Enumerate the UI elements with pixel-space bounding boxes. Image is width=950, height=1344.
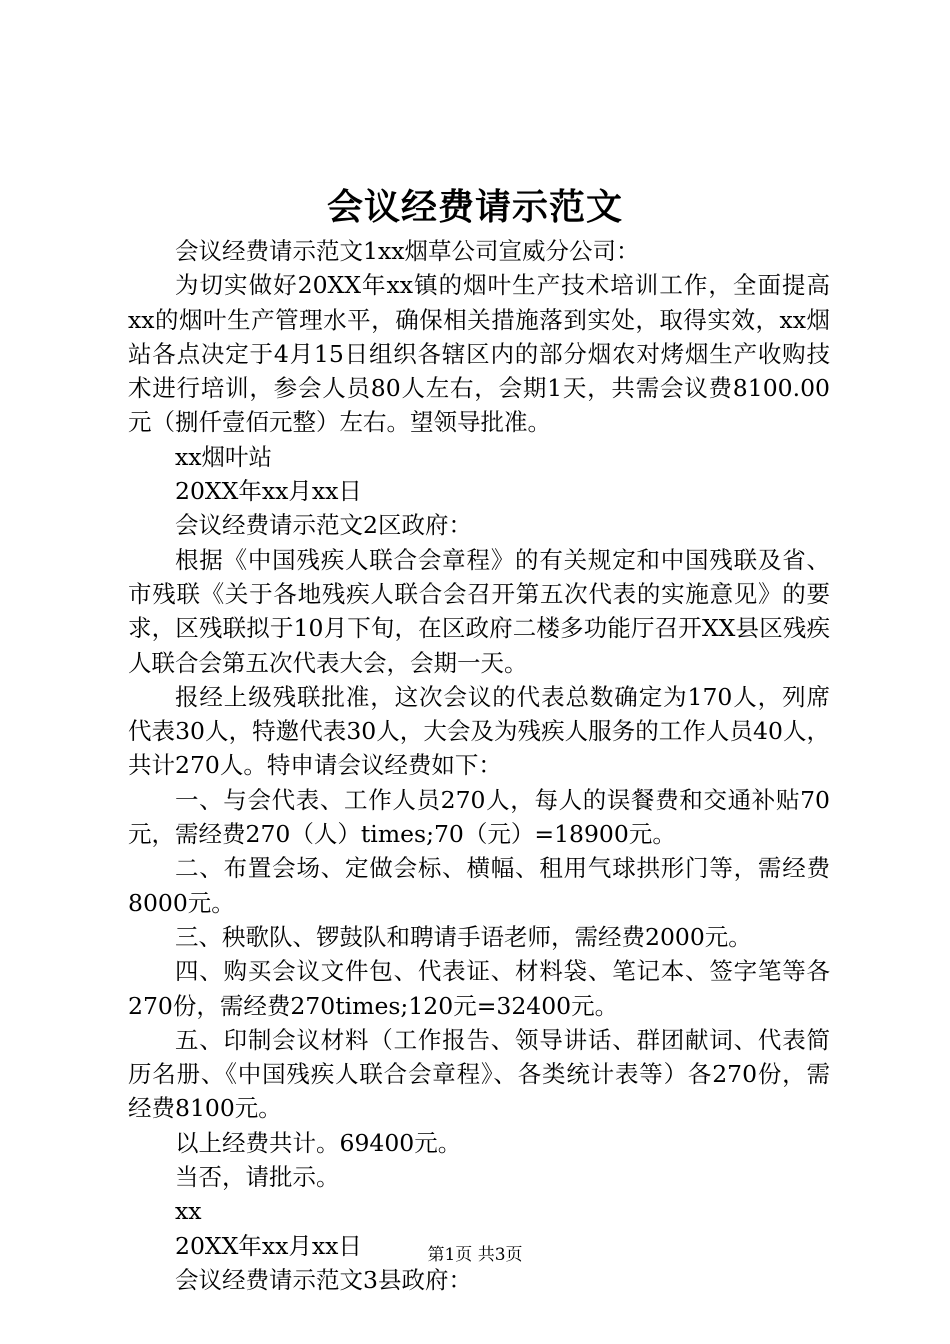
paragraph: 根据《中国残疾人联合会章程》的有关规定和中国残联及省、市残联《关于各地残疾人联合会召开第五次代表的实施意见》的要求，区残联拟于10月下旬，在区政府二楼多功能厅召开XX县区残疾人联合会第五次代表大会，会期一天。 bbox=[128, 545, 830, 677]
paragraph: 四、购买会议文件包、代表证、材料袋、笔记本、签字笔等各270份，需经费270times;120元=32400元。 bbox=[128, 957, 830, 1020]
paragraph: 20XX年xx月xx日 bbox=[175, 477, 362, 506]
paragraph: 一、与会代表、工作人员270人，每人的误餐费和交通补贴70元，需经费270（人）times;70（元）=18900元。 bbox=[128, 785, 830, 849]
paragraph: 二、布置会场、定做会标、横幅、租用气球拱形门等，需经费8000元。 bbox=[128, 854, 830, 917]
paragraph: 以上经费共计。69400元。 bbox=[175, 1128, 462, 1157]
paragraph: 会议经费请示范文3县政府： bbox=[175, 1265, 472, 1294]
paragraph: 当否，请批示。 bbox=[175, 1163, 340, 1192]
page-footer: 第1页 共3页 bbox=[427, 1245, 523, 1265]
paragraph: 20XX年xx月xx日 bbox=[175, 1231, 362, 1260]
paragraph: 报经上级残联批准，这次会议的代表总数确定为170人，列席代表30人，特邀代表30人，大会及为残疾人服务的工作人员40人，共计270人。特申请会议经费如下： bbox=[128, 682, 830, 780]
paragraph: 为切实做好20XX年xx镇的烟叶生产技术培训工作，全面提高xx的烟叶生产管理水平，确保相关措施落到实处，取得实效，xx烟站各点决定于4月15日组织各辖区内的部分烟农对烤烟生产收购技术进行培训，参会人员80人左右，会期1天，共需会议费8100.00元（捌仟壹佰元整）左右。望领导批准。 bbox=[128, 271, 830, 437]
paragraph: 三、秧歌队、锣鼓队和聘请手语老师，需经费2000元。 bbox=[175, 922, 752, 951]
document-title: 会议经费请示范文 bbox=[326, 186, 623, 228]
paragraph: xx烟叶站 bbox=[175, 442, 273, 471]
paragraph: 会议经费请示范文2区政府： bbox=[175, 511, 472, 540]
paragraph: xx bbox=[175, 1197, 202, 1226]
paragraph: 五、印制会议材料（工作报告、领导讲话、群团献词、代表简历名册、《中国残疾人联合会章程》、各类统计表等）各270份，需经费8100元。 bbox=[128, 1025, 830, 1123]
paragraph: 会议经费请示范文1xx烟草公司宣威分公司： bbox=[175, 237, 640, 265]
document-body bbox=[128, 234, 830, 1297]
